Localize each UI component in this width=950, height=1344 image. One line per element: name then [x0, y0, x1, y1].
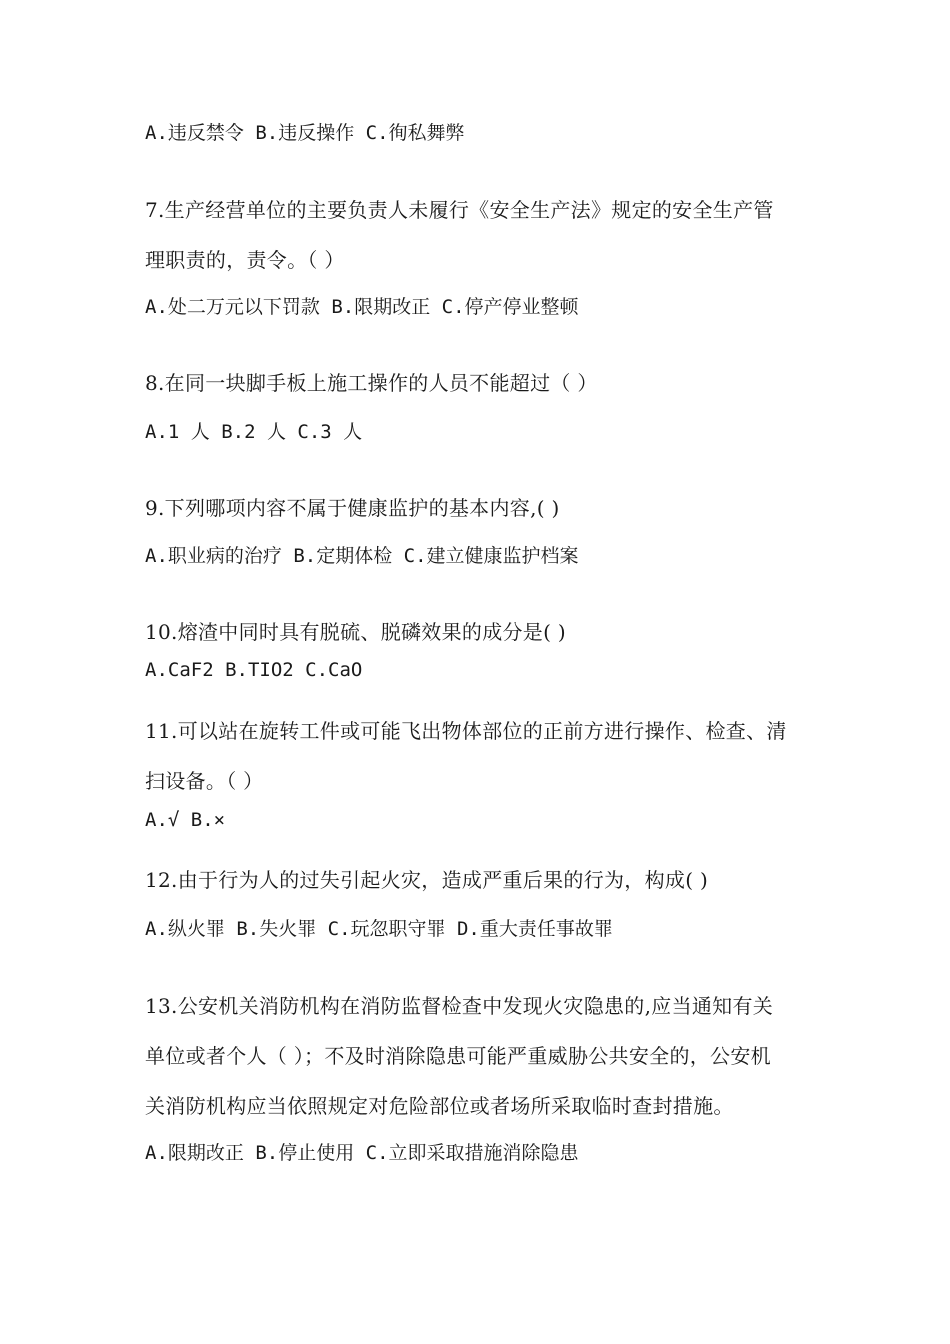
question-7-line-1: 7.生产经营单位的主要负责人未履行《安全生产法》规定的安全生产管: [145, 198, 774, 222]
question-11-line-1: 11.可以站在旋转工件或可能飞出物体部位的正前方进行操作、检查、清: [145, 719, 787, 743]
question-8: 8.在同一块脚手板上施工操作的人员不能超过（ ）: [145, 371, 598, 395]
question-10: 10.熔渣中同时具有脱硫、脱磷效果的成分是( ): [145, 620, 566, 644]
option-line-q10: A.CaF2 B.TIO2 C.CaO: [145, 659, 363, 681]
question-13-line-2: 单位或者个人（ ）；不及时消除隐患可能严重威胁公共安全的，公安机: [145, 1044, 771, 1068]
question-11-line-2: 扫设备。（ ）: [145, 769, 264, 793]
option-line-q8: A.1 人 B.2 人 C.3 人: [145, 421, 363, 443]
question-7-line-2: 理职责的，责令。（ ）: [145, 248, 345, 272]
option-line-q11: A.√ B.×: [145, 809, 226, 831]
option-line-q6: A.违反禁令 B.违反操作 C.徇私舞弊: [145, 122, 465, 144]
question-13-line-3: 关消防机构应当依照规定对危险部位或者场所采取临时查封措施。: [145, 1094, 734, 1118]
question-9: 9.下列哪项内容不属于健康监护的基本内容,( ): [145, 496, 560, 520]
option-line-q7: A.处二万元以下罚款 B.限期改正 C.停产停业整顿: [145, 296, 579, 318]
option-line-q13: A.限期改正 B.停止使用 C.立即采取措施消除隐患: [145, 1142, 579, 1164]
option-line-q12: A.纵火罪 B.失火罪 C.玩忽职守罪 D.重大责任事故罪: [145, 918, 613, 940]
option-line-q9: A.职业病的治疗 B.定期体检 C.建立健康监护档案: [145, 545, 579, 567]
question-12: 12.由于行为人的过失引起火灾，造成严重后果的行为，构成( ): [145, 868, 709, 892]
question-13-line-1: 13.公安机关消防机构在消防监督检查中发现火灾隐患的,应当通知有关: [145, 994, 774, 1018]
